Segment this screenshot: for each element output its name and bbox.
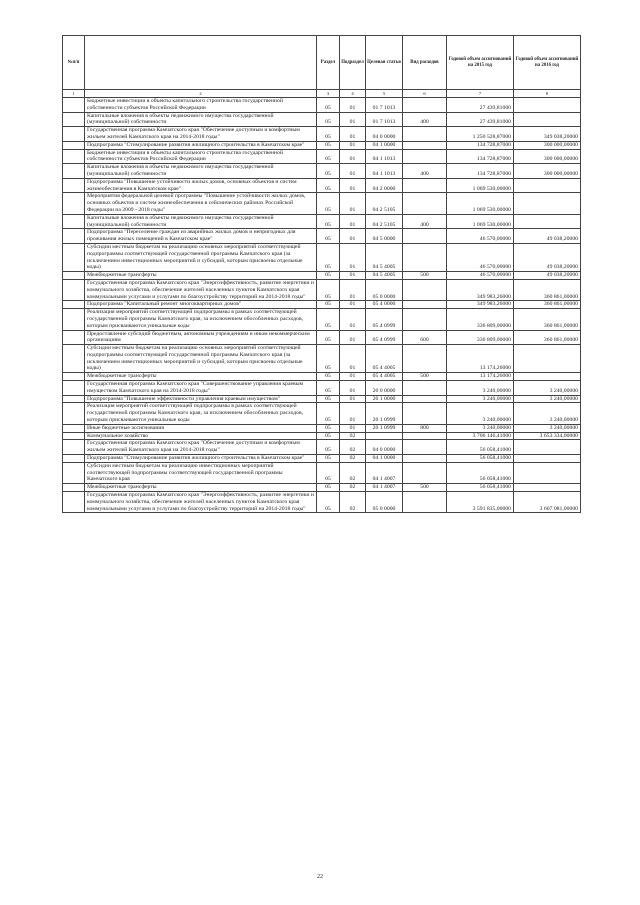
row-number-cell bbox=[63, 214, 85, 229]
razdel-cell: 05 bbox=[317, 127, 340, 142]
row-number-cell bbox=[63, 229, 85, 244]
row-number-cell bbox=[63, 279, 85, 300]
expense-name-cell: Межбюджетные трансферты bbox=[85, 484, 317, 492]
col-header-expense-type: Вид расходов bbox=[403, 36, 447, 90]
amount-2015-cell: 46 570,00000 bbox=[447, 229, 514, 244]
target-article-cell: 04 5 4005 bbox=[366, 243, 403, 271]
podrazdel-cell: 02 bbox=[340, 462, 366, 483]
expense-type-cell bbox=[403, 149, 447, 164]
expense-type-cell bbox=[403, 381, 447, 396]
amount-2015-cell: 3 240,00000 bbox=[447, 381, 514, 396]
expense-name-cell: Государственная программа Камчатского края "Энергоэффективность, развитие энергетики и коммунального хозяйства, обеспечение жителей населенных пунктов Камчатского края коммунальными услугами и услугами по благоустройству территорий на 2014-2018 годы" bbox=[85, 279, 317, 300]
target-article-cell: 04 1 1013 bbox=[366, 164, 403, 179]
row-number-cell bbox=[63, 127, 85, 142]
expense-name-cell: Государственная программа Камчатского края "Обеспечение доступным и комфортным жильем жителей Камчатского края на 2014-2018 годы" bbox=[85, 127, 317, 142]
razdel-cell: 05 bbox=[317, 345, 340, 373]
podrazdel-cell: 01 bbox=[340, 381, 366, 396]
amount-2015-cell: 134 728,87000 bbox=[447, 164, 514, 179]
target-article-cell: 04 5 0000 bbox=[366, 229, 403, 244]
row-number-cell bbox=[63, 178, 85, 193]
expense-type-cell bbox=[403, 432, 447, 440]
amount-2015-cell: 336 809,00000 bbox=[447, 330, 514, 345]
col-header-podrazdel: Подраздел bbox=[340, 36, 366, 90]
amount-2016-cell: 360 861,00000 bbox=[514, 279, 581, 300]
target-article-cell: 04 2 5105 bbox=[366, 193, 403, 214]
amount-2016-cell bbox=[514, 373, 581, 381]
row-number-cell bbox=[63, 301, 85, 309]
amount-2015-cell: 3 240,00000 bbox=[447, 424, 514, 432]
podrazdel-cell: 02 bbox=[340, 440, 366, 455]
table-row bbox=[63, 345, 581, 373]
col-header-target-article: Целевая статья bbox=[366, 36, 403, 90]
amount-2016-cell: 3 240,00000 bbox=[514, 395, 581, 403]
row-number-cell bbox=[63, 330, 85, 345]
amount-2016-cell: 360 861,00000 bbox=[514, 309, 581, 330]
razdel-cell: 05 bbox=[317, 301, 340, 309]
amount-2015-cell: 3 240,00000 bbox=[447, 395, 514, 403]
expense-type-cell: 500 bbox=[403, 484, 447, 492]
razdel-cell: 05 bbox=[317, 272, 340, 280]
col-header-year-2015: Годовой объем ассигнований на 2015 год bbox=[447, 36, 514, 90]
amount-2015-cell: 56 058,41000 bbox=[447, 455, 514, 463]
amount-2015-cell: 1 069 530,00000 bbox=[447, 193, 514, 214]
table-row bbox=[63, 424, 581, 432]
row-number-cell bbox=[63, 164, 85, 179]
table-row bbox=[63, 279, 581, 300]
table-row bbox=[63, 164, 581, 179]
expense-type-cell bbox=[403, 301, 447, 309]
expense-name-cell: Иные бюджетные ассигнования bbox=[85, 424, 317, 432]
amount-2016-cell bbox=[514, 178, 581, 193]
expense-name-cell: Субсидии местным бюджетам на реализацию инвестиционных мероприятий соответствующей подпрограммы соответствующей государственной программы Камчатского края bbox=[85, 462, 317, 483]
expense-name-cell: Государственная программа Камчатского края "Энергоэффективность, развитие энергетики и коммунального хозяйства, обеспечение жителей населенных пунктов Камчатского края коммунальными услугами и услугами по благоустройству территорий на 2014-2018 годы" bbox=[85, 492, 317, 513]
razdel-cell: 05 bbox=[317, 395, 340, 403]
razdel-cell: 05 bbox=[317, 455, 340, 463]
table-row bbox=[63, 462, 581, 483]
row-number-cell bbox=[63, 455, 85, 463]
column-number: 3 bbox=[317, 90, 340, 98]
expense-type-cell bbox=[403, 309, 447, 330]
amount-2016-cell: 3 240,00000 bbox=[514, 424, 581, 432]
expense-type-cell bbox=[403, 440, 447, 455]
expense-name-cell: Субсидии местным бюджетам на реализацию основных мероприятий соответствующей подпрограммы соответствующей государственной программы Камчатского края (за исключением инвестиционных мероприятий и субсидий, которым присвоены отдельные коды) bbox=[85, 243, 317, 271]
razdel-cell: 05 bbox=[317, 98, 340, 113]
target-article-cell: 04 2 5105 bbox=[366, 214, 403, 229]
podrazdel-cell: 01 bbox=[340, 301, 366, 309]
expense-name-cell: Подпрограмма "Переселение граждан из аварийных жилых домов и непригодных для проживания жилых помещений в Камчатском крае" bbox=[85, 229, 317, 244]
razdel-cell: 05 bbox=[317, 149, 340, 164]
expense-name-cell: Подпрограмма "Капитальный ремонт многоквартирных домов" bbox=[85, 301, 317, 309]
column-number: 5 bbox=[366, 90, 403, 98]
col-header-name bbox=[85, 36, 317, 90]
row-number-cell bbox=[63, 112, 85, 127]
target-article-cell bbox=[366, 432, 403, 440]
amount-2015-cell: 134 728,87000 bbox=[447, 141, 514, 149]
expense-name-cell: Межбюджетные трансферты bbox=[85, 272, 317, 280]
amount-2016-cell bbox=[514, 455, 581, 463]
amount-2016-cell: 3 607 081,00000 bbox=[514, 492, 581, 513]
podrazdel-cell: 01 bbox=[340, 395, 366, 403]
amount-2016-cell bbox=[514, 440, 581, 455]
col-header-year-2016: Годовой объем ассигнований на 2016 год bbox=[514, 36, 581, 90]
amount-2016-cell bbox=[514, 193, 581, 214]
table-row bbox=[63, 395, 581, 403]
target-article-cell: 05 4 0000 bbox=[366, 301, 403, 309]
target-article-cell: 05 4 0999 bbox=[366, 309, 403, 330]
expense-name-cell: Реализация мероприятий соответствующей подпрограммы в рамках соответствующей государственной программы Камчатского края, за исключением обособленных расходов, которым присваиваются уникальные коды bbox=[85, 403, 317, 424]
amount-2015-cell: 27 439,81000 bbox=[447, 112, 514, 127]
expense-type-cell bbox=[403, 127, 447, 142]
target-article-cell: 20 1 0999 bbox=[366, 424, 403, 432]
expense-type-cell bbox=[403, 229, 447, 244]
target-article-cell: 20 1 0999 bbox=[366, 403, 403, 424]
target-article-cell: 20 0 0000 bbox=[366, 381, 403, 396]
amount-2015-cell: 3 240,00000 bbox=[447, 403, 514, 424]
podrazdel-cell: 01 bbox=[340, 164, 366, 179]
expense-name-cell: Капитальные вложения в объекты недвижимого имущества государственной (муниципальной) собственности bbox=[85, 214, 317, 229]
row-number-cell bbox=[63, 432, 85, 440]
expense-type-cell bbox=[403, 279, 447, 300]
expense-name-cell: Межбюджетные трансферты bbox=[85, 373, 317, 381]
table-row bbox=[63, 178, 581, 193]
col-header-razdel: Раздел bbox=[317, 36, 340, 90]
expense-type-cell: 400 bbox=[403, 214, 447, 229]
row-number-cell bbox=[63, 381, 85, 396]
column-number: 8 bbox=[514, 90, 581, 98]
podrazdel-cell: 01 bbox=[340, 98, 366, 113]
amount-2015-cell: 3 591 835,00000 bbox=[447, 492, 514, 513]
column-number: 1 bbox=[63, 90, 85, 98]
expense-name-cell: Капитальные вложения в объекты недвижимого имущества государственной (муниципальной) собственности bbox=[85, 112, 317, 127]
amount-2015-cell: 56 058,41000 bbox=[447, 462, 514, 483]
column-number: 2 bbox=[85, 90, 317, 98]
amount-2015-cell: 56 058,41000 bbox=[447, 484, 514, 492]
expense-type-cell bbox=[403, 395, 447, 403]
razdel-cell: 05 bbox=[317, 164, 340, 179]
amount-2016-cell: 3 240,00000 bbox=[514, 403, 581, 424]
row-number-cell bbox=[63, 484, 85, 492]
table-row bbox=[63, 403, 581, 424]
table-row bbox=[63, 112, 581, 127]
target-article-cell: 05 4 4005 bbox=[366, 373, 403, 381]
razdel-cell: 05 bbox=[317, 484, 340, 492]
column-number-row bbox=[63, 90, 581, 98]
razdel-cell: 05 bbox=[317, 330, 340, 345]
target-article-cell: 05 4 0999 bbox=[366, 330, 403, 345]
table-row bbox=[63, 243, 581, 271]
table-row bbox=[63, 214, 581, 229]
table-row bbox=[63, 492, 581, 513]
row-number-cell bbox=[63, 149, 85, 164]
razdel-cell: 05 bbox=[317, 432, 340, 440]
podrazdel-cell: 01 bbox=[340, 141, 366, 149]
expense-type-cell: 400 bbox=[403, 164, 447, 179]
table-body bbox=[63, 98, 581, 513]
table-row bbox=[63, 432, 581, 440]
amount-2016-cell: 3 240,00000 bbox=[514, 381, 581, 396]
podrazdel-cell: 01 bbox=[340, 345, 366, 373]
razdel-cell: 05 bbox=[317, 309, 340, 330]
podrazdel-cell: 02 bbox=[340, 492, 366, 513]
table-row bbox=[63, 141, 581, 149]
target-article-cell: 04 0 0000 bbox=[366, 127, 403, 142]
amount-2016-cell: 349 038,20000 bbox=[514, 127, 581, 142]
expense-name-cell: Реализация мероприятий соответствующей подпрограммы в рамках соответствующей государственной программы Камчатского края, за исключением обособленных расходов, которым присваиваются уникальные коды bbox=[85, 309, 317, 330]
col-header-number: №п/п bbox=[63, 36, 85, 90]
expense-name-cell: Предоставление субсидий бюджетным, автономным учреждениям и иным некоммерческим организациям bbox=[85, 330, 317, 345]
row-number-cell bbox=[63, 272, 85, 280]
row-number-cell bbox=[63, 345, 85, 373]
table-row bbox=[63, 309, 581, 330]
amount-2016-cell: 300 000,00000 bbox=[514, 149, 581, 164]
amount-2015-cell: 13 174,26000 bbox=[447, 345, 514, 373]
target-article-cell: 01 7 1013 bbox=[366, 98, 403, 113]
table-header bbox=[63, 36, 581, 98]
podrazdel-cell: 01 bbox=[340, 127, 366, 142]
target-article-cell: 04 1 4007 bbox=[366, 462, 403, 483]
target-article-cell: 05 0 0000 bbox=[366, 279, 403, 300]
column-number: 7 bbox=[447, 90, 514, 98]
razdel-cell: 05 bbox=[317, 193, 340, 214]
target-article-cell: 04 2 0000 bbox=[366, 178, 403, 193]
podrazdel-cell: 01 bbox=[340, 330, 366, 345]
podrazdel-cell: 01 bbox=[340, 272, 366, 280]
amount-2016-cell: 49 038,20000 bbox=[514, 243, 581, 271]
amount-2016-cell: 360 861,00000 bbox=[514, 330, 581, 345]
razdel-cell: 05 bbox=[317, 424, 340, 432]
expense-name-cell: Подпрограмма "Стимулирование развития жилищного строительства в Камчатском крае" bbox=[85, 455, 317, 463]
amount-2015-cell: 1 250 528,87000 bbox=[447, 127, 514, 142]
razdel-cell: 05 bbox=[317, 279, 340, 300]
amount-2016-cell bbox=[514, 484, 581, 492]
expense-type-cell bbox=[403, 462, 447, 483]
target-article-cell: 04 0 0000 bbox=[366, 440, 403, 455]
expense-name-cell: Субсидии местным бюджетам на реализацию основных мероприятий соответствующей подпрограммы соответствующей государственной программы Камчатского края (за исключением инвестиционных мероприятий и субсидий, которым присвоены отдельные коды) bbox=[85, 345, 317, 373]
amount-2016-cell bbox=[514, 462, 581, 483]
row-number-cell bbox=[63, 243, 85, 271]
amount-2015-cell: 349 983,26000 bbox=[447, 279, 514, 300]
expense-type-cell bbox=[403, 193, 447, 214]
razdel-cell: 05 bbox=[317, 492, 340, 513]
amount-2016-cell: 300 000,00000 bbox=[514, 141, 581, 149]
amount-2015-cell: 46 570,00000 bbox=[447, 243, 514, 271]
table-row bbox=[63, 272, 581, 280]
razdel-cell: 05 bbox=[317, 141, 340, 149]
expense-type-cell bbox=[403, 98, 447, 113]
podrazdel-cell: 02 bbox=[340, 455, 366, 463]
razdel-cell: 05 bbox=[317, 373, 340, 381]
column-number: 4 bbox=[340, 90, 366, 98]
target-article-cell: 04 1 4007 bbox=[366, 484, 403, 492]
amount-2016-cell: 3 653 334,00000 bbox=[514, 432, 581, 440]
row-number-cell bbox=[63, 424, 85, 432]
column-number: 6 bbox=[403, 90, 447, 98]
podrazdel-cell: 02 bbox=[340, 432, 366, 440]
table-row bbox=[63, 229, 581, 244]
table-row bbox=[63, 330, 581, 345]
row-number-cell bbox=[63, 309, 85, 330]
podrazdel-cell: 01 bbox=[340, 279, 366, 300]
amount-2016-cell: 300 000,00000 bbox=[514, 164, 581, 179]
table-row bbox=[63, 440, 581, 455]
table-row bbox=[63, 381, 581, 396]
row-number-cell bbox=[63, 395, 85, 403]
table-row bbox=[63, 484, 581, 492]
razdel-cell: 05 bbox=[317, 440, 340, 455]
expense-type-cell bbox=[403, 492, 447, 513]
razdel-cell: 05 bbox=[317, 381, 340, 396]
razdel-cell: 05 bbox=[317, 243, 340, 271]
amount-2015-cell: 3 706 146,41000 bbox=[447, 432, 514, 440]
expense-type-cell bbox=[403, 455, 447, 463]
table-row bbox=[63, 301, 581, 309]
expense-name-cell: Государственная программа Камчатского края "Совершенствование управления краевым имуществом Камчатского края на 2014-2018 годы" bbox=[85, 381, 317, 396]
podrazdel-cell: 01 bbox=[340, 243, 366, 271]
table-row bbox=[63, 455, 581, 463]
amount-2015-cell: 27 439,81000 bbox=[447, 98, 514, 113]
table-row bbox=[63, 127, 581, 142]
podrazdel-cell: 01 bbox=[340, 424, 366, 432]
target-article-cell: 05 0 0000 bbox=[366, 492, 403, 513]
podrazdel-cell: 01 bbox=[340, 309, 366, 330]
table-row bbox=[63, 193, 581, 214]
amount-2016-cell bbox=[514, 112, 581, 127]
expense-name-cell: Бюджетные инвестиции в объекты капитального строительства государственной собственности субъектов Российской Федерации bbox=[85, 98, 317, 113]
amount-2015-cell: 1 069 530,00000 bbox=[447, 178, 514, 193]
amount-2016-cell: 49 038,20000 bbox=[514, 229, 581, 244]
razdel-cell: 05 bbox=[317, 214, 340, 229]
podrazdel-cell: 02 bbox=[340, 484, 366, 492]
row-number-cell bbox=[63, 403, 85, 424]
amount-2016-cell bbox=[514, 345, 581, 373]
row-number-cell bbox=[63, 440, 85, 455]
expense-name-cell: Подпрограмма "Повышение эффективности управления краевым имуществом" bbox=[85, 395, 317, 403]
podrazdel-cell: 01 bbox=[340, 373, 366, 381]
podrazdel-cell: 01 bbox=[340, 149, 366, 164]
expense-name-cell: Капитальные вложения в объекты недвижимого имущества государственной (муниципальной) собственности bbox=[85, 164, 317, 179]
podrazdel-cell: 01 bbox=[340, 229, 366, 244]
expense-name-cell: Подпрограмма "Повышение устойчивости жилых домов, основных объектов и систем жизнеобеспечения в Камчатском крае" bbox=[85, 178, 317, 193]
expense-type-cell bbox=[403, 178, 447, 193]
page-number: 22 bbox=[317, 874, 323, 880]
podrazdel-cell: 01 bbox=[340, 214, 366, 229]
amount-2016-cell: 360 861,00000 bbox=[514, 301, 581, 309]
target-article-cell: 04 1 1013 bbox=[366, 149, 403, 164]
target-article-cell: 04 5 4005 bbox=[366, 272, 403, 280]
amount-2015-cell: 336 809,00000 bbox=[447, 309, 514, 330]
row-number-cell bbox=[63, 98, 85, 113]
expense-type-cell bbox=[403, 345, 447, 373]
razdel-cell: 05 bbox=[317, 178, 340, 193]
table-row bbox=[63, 149, 581, 164]
podrazdel-cell: 01 bbox=[340, 178, 366, 193]
amount-2016-cell bbox=[514, 98, 581, 113]
amount-2016-cell bbox=[514, 214, 581, 229]
amount-2015-cell: 1 069 530,00000 bbox=[447, 214, 514, 229]
expense-type-cell: 600 bbox=[403, 330, 447, 345]
expense-type-cell: 400 bbox=[403, 112, 447, 127]
row-number-cell bbox=[63, 492, 85, 513]
header-row bbox=[63, 36, 581, 90]
expense-type-cell bbox=[403, 141, 447, 149]
razdel-cell: 05 bbox=[317, 229, 340, 244]
row-number-cell bbox=[63, 193, 85, 214]
amount-2015-cell: 349 983,26000 bbox=[447, 301, 514, 309]
razdel-cell: 05 bbox=[317, 112, 340, 127]
target-article-cell: 05 4 4005 bbox=[366, 345, 403, 373]
expense-name-cell: Государственная программа Камчатского края "Обеспечение доступным и комфортным жильем жителей Камчатского края на 2014-2018 годы" bbox=[85, 440, 317, 455]
target-article-cell: 01 7 1013 bbox=[366, 112, 403, 127]
expense-name-cell: Бюджетные инвестиции в объекты капитального строительства государственной собственности субъектов Российской Федерации bbox=[85, 149, 317, 164]
row-number-cell bbox=[63, 373, 85, 381]
expense-name-cell: Коммунальное хозяйство bbox=[85, 432, 317, 440]
target-article-cell: 20 1 0000 bbox=[366, 395, 403, 403]
amount-2015-cell: 56 058,41000 bbox=[447, 440, 514, 455]
expense-type-cell bbox=[403, 243, 447, 271]
target-article-cell: 04 1 0000 bbox=[366, 141, 403, 149]
target-article-cell: 04 1 0000 bbox=[366, 455, 403, 463]
expense-type-cell bbox=[403, 403, 447, 424]
row-number-cell bbox=[63, 141, 85, 149]
budget-table bbox=[62, 35, 581, 513]
expense-name-cell: Мероприятия федеральной целевой программы "Повышение устойчивости жилых домов, основных объектов и систем жизнеобеспечения в сейсмических районах Российской Федерации на 2009 - 2018 годы" bbox=[85, 193, 317, 214]
expense-name-cell: Подпрограмма "Стимулирование развития жилищного строительства в Камчатском крае" bbox=[85, 141, 317, 149]
podrazdel-cell: 01 bbox=[340, 403, 366, 424]
row-number-cell bbox=[63, 462, 85, 483]
amount-2015-cell: 13 174,26000 bbox=[447, 373, 514, 381]
expense-type-cell: 500 bbox=[403, 272, 447, 280]
amount-2016-cell: 49 038,20000 bbox=[514, 272, 581, 280]
amount-2015-cell: 134 728,87000 bbox=[447, 149, 514, 164]
razdel-cell: 05 bbox=[317, 462, 340, 483]
podrazdel-cell: 01 bbox=[340, 193, 366, 214]
table-row bbox=[63, 98, 581, 113]
razdel-cell: 05 bbox=[317, 403, 340, 424]
amount-2015-cell: 46 570,00000 bbox=[447, 272, 514, 280]
expense-type-cell: 500 bbox=[403, 373, 447, 381]
podrazdel-cell: 01 bbox=[340, 112, 366, 127]
expense-type-cell: 800 bbox=[403, 424, 447, 432]
table-row bbox=[63, 373, 581, 381]
